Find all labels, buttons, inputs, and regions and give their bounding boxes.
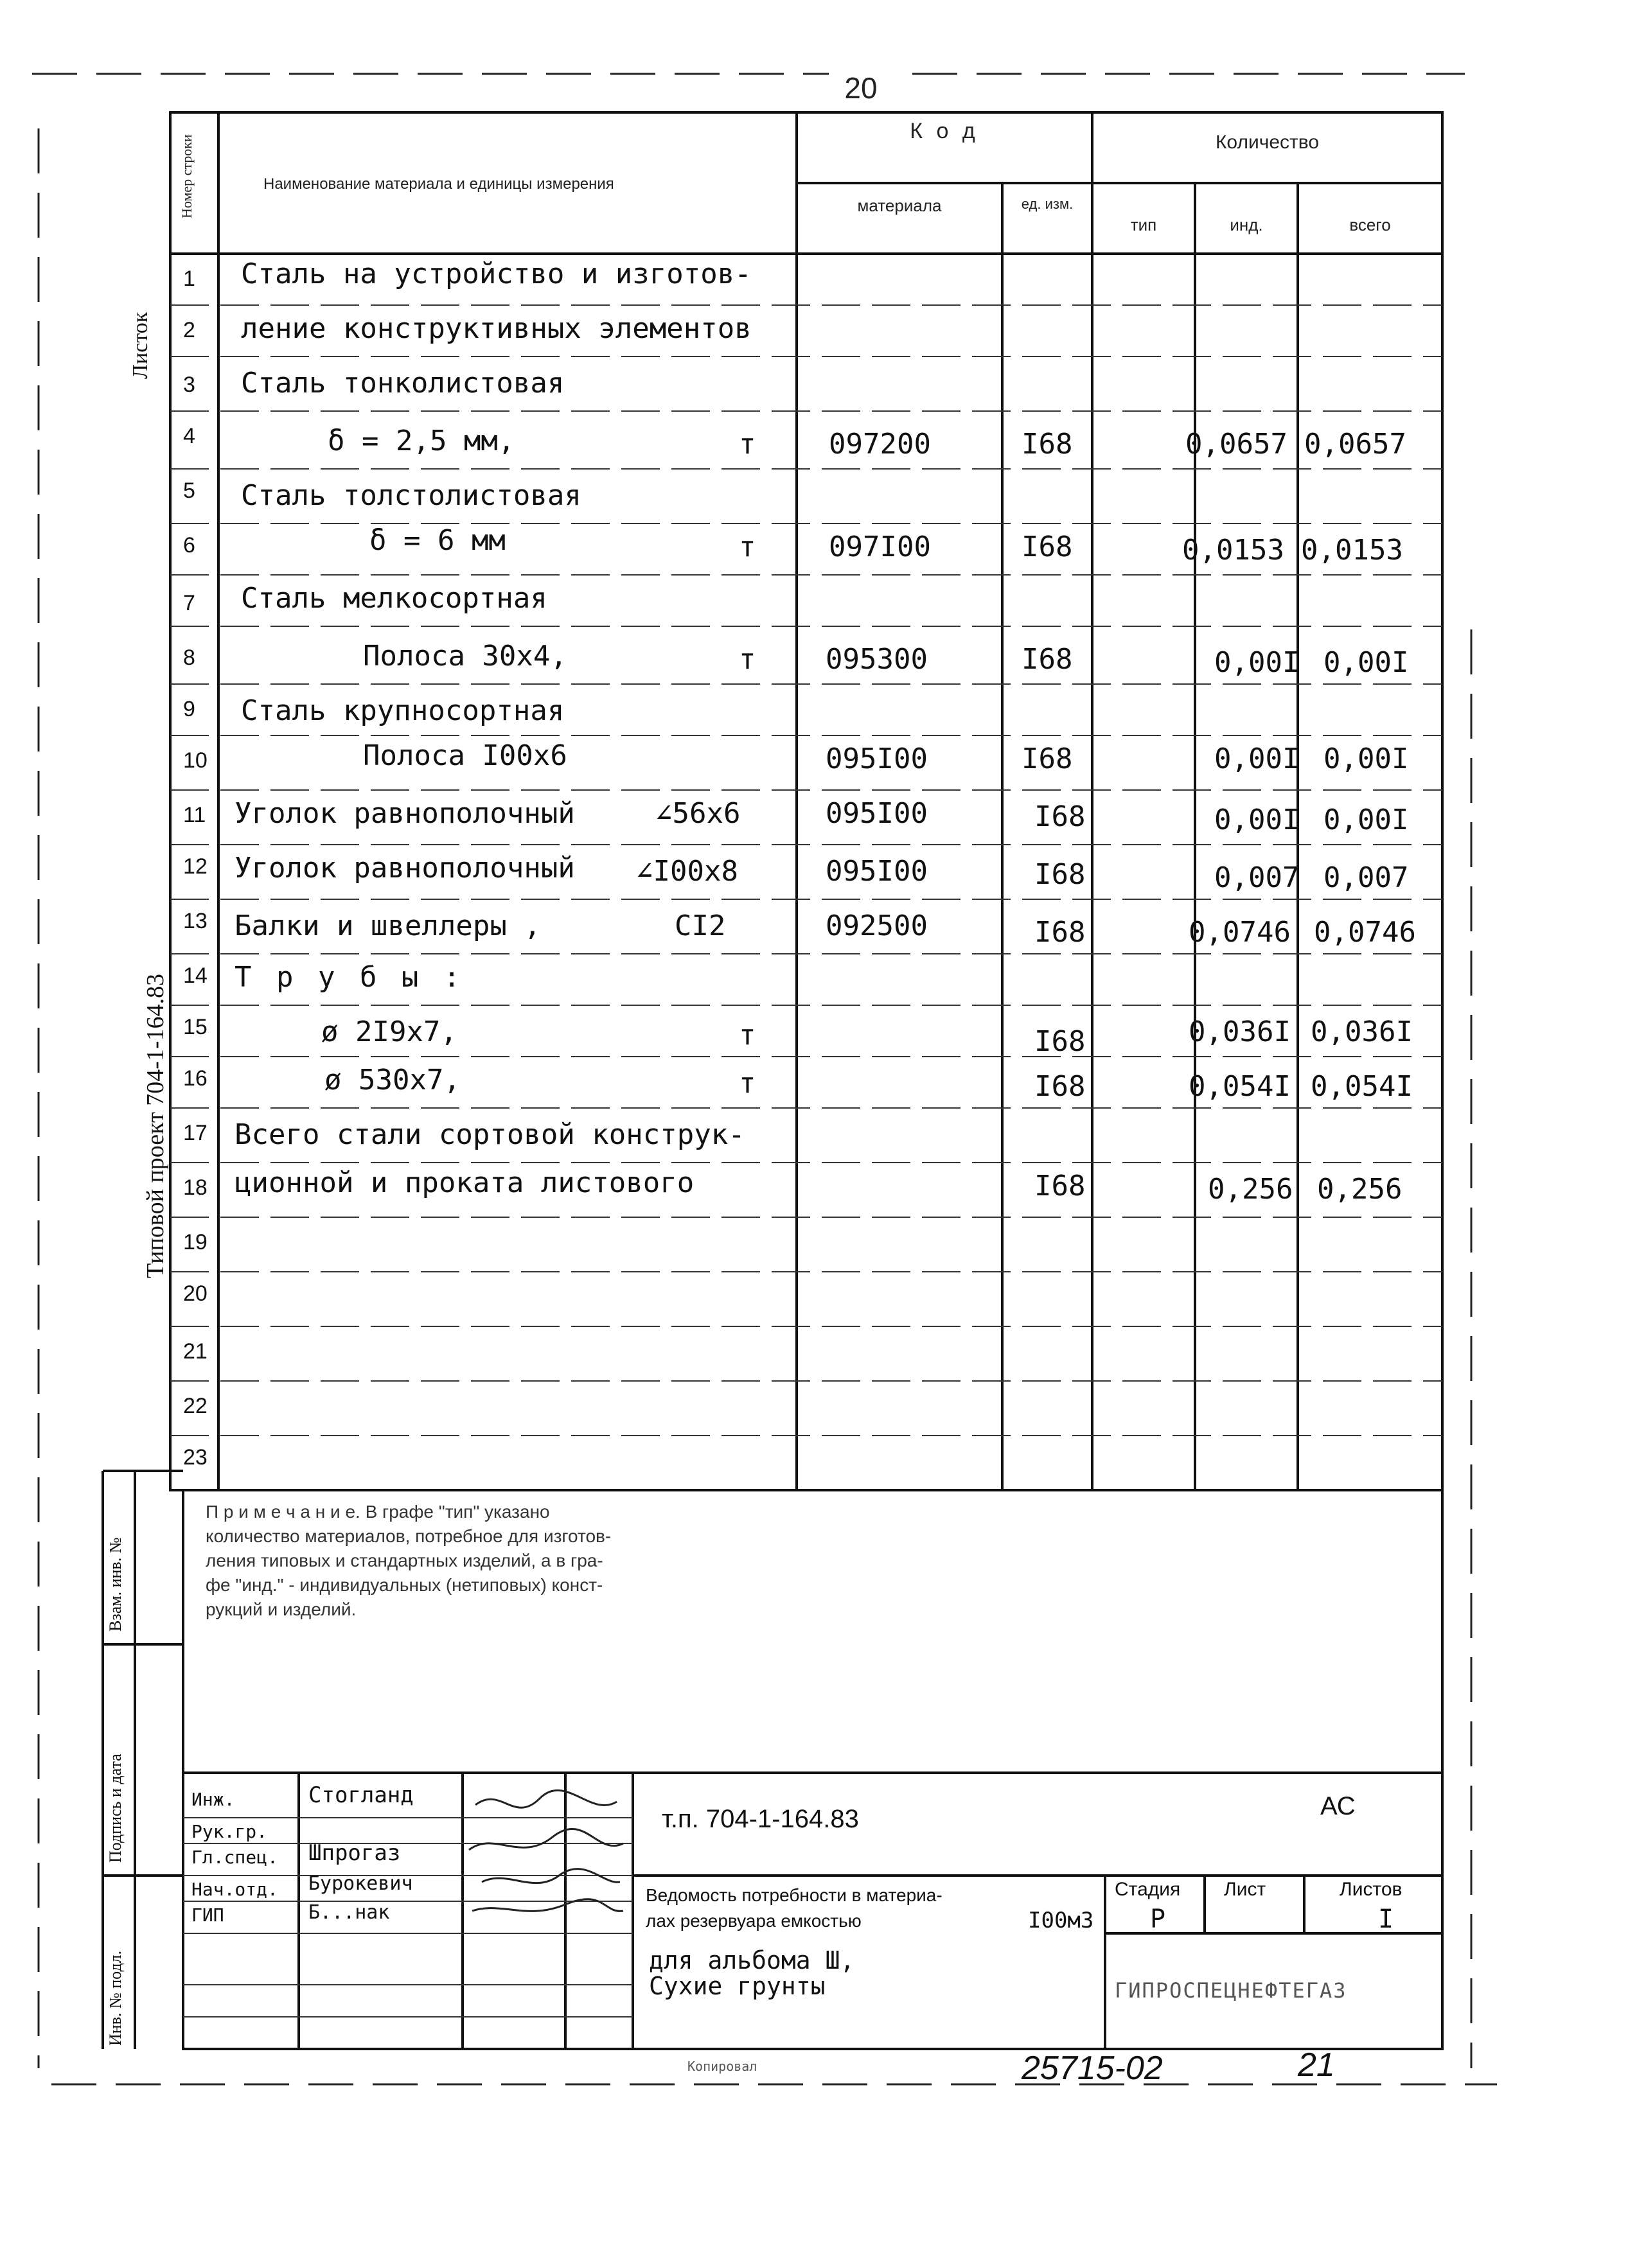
- row-number: 13: [183, 909, 208, 933]
- material-code: 095I00: [826, 797, 928, 830]
- material-name: Полоса 30х4,: [363, 640, 567, 672]
- signer-name: Бурокевич: [308, 1872, 413, 1895]
- row-number: 14: [183, 963, 208, 988]
- row-number: 10: [183, 748, 208, 773]
- row-number: 15: [183, 1015, 208, 1039]
- individual-qty: 0,054I: [1189, 1070, 1291, 1103]
- material-code: 095300: [826, 643, 928, 676]
- page-number: 20: [844, 71, 878, 105]
- row-number: 3: [183, 373, 195, 397]
- total-qty: 0,0657: [1304, 428, 1406, 461]
- material-code-header: материала: [857, 196, 942, 215]
- individual-qty: 0,0657: [1185, 428, 1288, 461]
- measure-unit: т: [739, 643, 756, 676]
- document-mark: АС: [1320, 1792, 1356, 1820]
- signer-name: Б...нак: [308, 1901, 390, 1924]
- note-line: П р и м е ч а н и е. В графе "тип" указано: [206, 1502, 550, 1522]
- material-code: 095I00: [826, 743, 928, 775]
- unit-code: I68: [1022, 643, 1073, 676]
- row-number: 7: [183, 591, 195, 615]
- role-label: Гл.спец.: [191, 1847, 278, 1868]
- individual-qty: 0,00I: [1214, 743, 1300, 775]
- organization-name: ГИПРОСПЕЦНЕФТЕГАЗ: [1115, 1978, 1347, 2003]
- measure-unit: ∠56х6: [655, 797, 741, 830]
- signer-name: Стогланд: [308, 1782, 414, 1808]
- material-name: Сталь толстолистовая: [241, 479, 581, 512]
- name-header: Наименование материала и единицы измерения: [263, 175, 614, 193]
- unit-code: I68: [1034, 1025, 1086, 1058]
- measure-unit: ∠I00х8: [636, 855, 738, 888]
- note-line: количество материалов, потребное для изготов-: [206, 1526, 612, 1546]
- material-name: ление конструктивных элементов: [241, 312, 752, 345]
- inventory-number: 25715-02: [1022, 2050, 1163, 2087]
- quantity-header: Количество: [1215, 132, 1320, 153]
- total-qty-header: всего: [1349, 215, 1391, 234]
- sheets-value: I: [1378, 1904, 1394, 1934]
- material-name: Всего стали сортовой конструк-: [235, 1118, 745, 1151]
- material-name: Сталь мелкосортная: [241, 582, 547, 615]
- row-number: 21: [183, 1339, 208, 1364]
- row-number: 12: [183, 854, 208, 879]
- sheets-label: Листов: [1340, 1879, 1403, 1900]
- row-number: 11: [183, 803, 206, 827]
- footer-page-number: 21: [1298, 2046, 1335, 2084]
- material-name: ø 2I9х7,: [321, 1015, 457, 1048]
- individual-qty: 0,00I: [1214, 804, 1300, 836]
- measure-unit: т: [739, 1019, 756, 1051]
- measure-unit: т: [739, 531, 756, 563]
- role-label: ГИП: [191, 1904, 224, 1926]
- row-number: 22: [183, 1394, 208, 1418]
- row-number: 5: [183, 479, 195, 503]
- individual-qty-header: инд.: [1230, 215, 1263, 234]
- material-name: Полоса I00х6: [363, 739, 567, 772]
- signer-name: Шпрогаз: [308, 1840, 401, 1866]
- unit-code: I68: [1034, 858, 1086, 891]
- row-number: 23: [183, 1445, 208, 1470]
- row-number: 18: [183, 1175, 208, 1200]
- material-code: 097I00: [829, 531, 931, 563]
- row-number: 19: [183, 1230, 208, 1254]
- description-line: Сухие грунты: [649, 1972, 826, 2000]
- document-code: т.п. 704-1-164.83: [662, 1805, 859, 1833]
- row-number: 2: [183, 318, 195, 342]
- total-qty: 0,256: [1317, 1173, 1403, 1206]
- material-name: δ = 6 мм: [369, 524, 506, 557]
- role-label: Нач.отд.: [191, 1879, 278, 1900]
- total-qty: 0,007: [1323, 861, 1409, 894]
- material-name: Уголок равнополочный: [235, 797, 575, 830]
- unit-code: I68: [1034, 916, 1086, 949]
- row-number: 6: [183, 533, 195, 558]
- individual-qty: 0,0153: [1182, 534, 1284, 567]
- project-side-label: Типовой проект 704-1-164.83: [142, 974, 169, 1278]
- code-header: К о д: [910, 119, 979, 143]
- unit-header: ед. изм.: [1021, 196, 1074, 212]
- unit-code: I68: [1034, 800, 1086, 833]
- measure-unit: т: [739, 428, 756, 461]
- unit-code: I68: [1022, 743, 1073, 775]
- material-name: δ = 2,5 мм,: [328, 425, 515, 457]
- material-name: Сталь на устройство и изготов-: [241, 258, 752, 290]
- row-number: 17: [183, 1121, 208, 1145]
- individual-qty: 0,007: [1214, 861, 1300, 894]
- material-name: Уголок равнополочный: [235, 852, 575, 884]
- note-line: рукций и изделий.: [206, 1599, 357, 1619]
- measure-unit: CI2: [675, 910, 726, 942]
- individual-qty: 0,256: [1208, 1173, 1293, 1206]
- type-qty-header: тип: [1130, 215, 1157, 234]
- note-line: ления типовых и стандартных изделий, а в гра-: [206, 1551, 603, 1570]
- row-number: 1: [183, 267, 195, 291]
- unit-code: I68: [1034, 1070, 1086, 1103]
- individual-qty: 0,0746: [1189, 916, 1291, 949]
- measure-unit: т: [739, 1067, 756, 1100]
- material-name: ø 530х7,: [324, 1064, 461, 1096]
- note-block: [206, 1500, 848, 1622]
- inv-orig-label: Инв. № подл.: [106, 1950, 125, 2046]
- role-label: Рук.гр.: [191, 1821, 268, 1842]
- total-qty: 0,0746: [1314, 916, 1416, 949]
- total-qty: 0,036I: [1311, 1015, 1413, 1048]
- material-code: 092500: [826, 910, 928, 942]
- description-line: Ведомость потребности в материа-: [646, 1885, 942, 1905]
- material-name: Т р у б ы :: [235, 961, 465, 994]
- signatures-drawing: [463, 1773, 633, 1940]
- unit-code: I68: [1022, 428, 1073, 461]
- copied-by-label: Копировал: [687, 2059, 757, 2074]
- sheet-side-label: Листок: [128, 312, 152, 379]
- unit-code: I68: [1022, 531, 1073, 563]
- material-name: ционной и проката листового: [235, 1166, 695, 1199]
- material-name: Сталь крупносортная: [241, 694, 565, 727]
- sheet-label: Лист: [1224, 1879, 1266, 1900]
- total-qty: 0,054I: [1311, 1070, 1413, 1103]
- note-line: фе "инд." - индивидуальных (нетиповых) конст-: [206, 1575, 603, 1595]
- capacity-value: I00м3: [1028, 1908, 1094, 1933]
- unit-code: I68: [1034, 1170, 1086, 1202]
- row-number: 4: [183, 424, 195, 448]
- material-code: 095I00: [826, 855, 928, 888]
- description-line: лах резервуара емкостью: [646, 1911, 862, 1931]
- material-name: Сталь тонколистовая: [241, 367, 565, 400]
- stage-value: Р: [1150, 1904, 1166, 1934]
- total-qty: 0,0153: [1301, 534, 1403, 567]
- sign-date-label: Подпись и дата: [106, 1754, 125, 1863]
- description-line: для альбома Ш,: [649, 1946, 855, 1974]
- row-number: 20: [183, 1281, 208, 1306]
- inv-replace-label: Взам. инв. №: [106, 1537, 125, 1631]
- material-name: Балки и швеллеры ,: [235, 910, 541, 942]
- individual-qty: 0,00I: [1214, 646, 1300, 679]
- row-number: 8: [183, 646, 195, 670]
- row-number: 9: [183, 697, 195, 721]
- stage-label: Стадия: [1115, 1879, 1181, 1900]
- row-number-header: Номер строки: [179, 134, 195, 218]
- total-qty: 0,00I: [1323, 804, 1409, 836]
- row-number: 16: [183, 1066, 208, 1091]
- total-qty: 0,00I: [1323, 646, 1409, 679]
- individual-qty: 0,036I: [1189, 1015, 1291, 1048]
- material-code: 097200: [829, 428, 931, 461]
- role-label: Инж.: [191, 1789, 235, 1810]
- total-qty: 0,00I: [1323, 743, 1409, 775]
